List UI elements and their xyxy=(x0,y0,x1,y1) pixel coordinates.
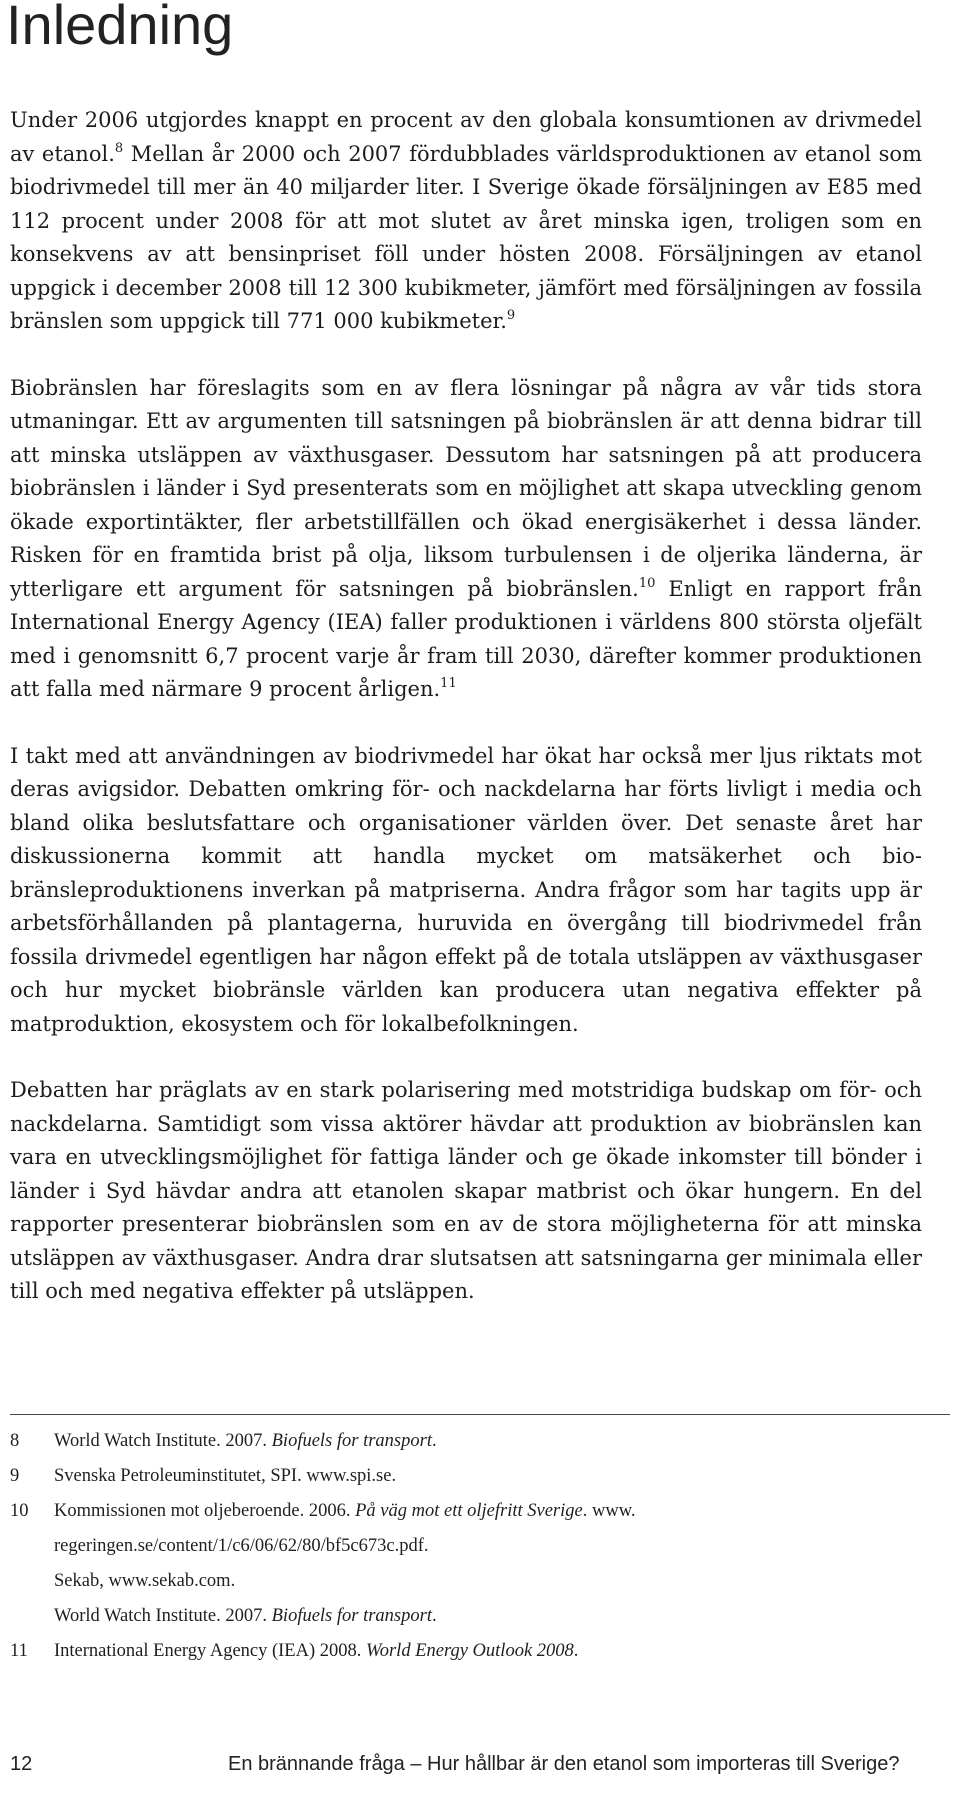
footnote-line xyxy=(54,1634,940,1669)
footnote-text xyxy=(54,1424,940,1459)
footnote-line xyxy=(54,1494,940,1529)
paragraph xyxy=(10,372,922,707)
text-run: . xyxy=(431,1606,437,1626)
footnote xyxy=(10,1634,940,1669)
page-heading: Inledning xyxy=(6,0,234,56)
footnote-ref: 8 xyxy=(114,140,124,156)
footnote-line xyxy=(54,1529,940,1564)
text-run: Debatten har präglats av en stark polarisering med motstridiga budskap om för- och nackdelarna. Samtidigt som vissa aktörer hävdar att produktion av biobränslen kan vara en utvecklingsmöjlighet för fattiga länder och ge ökade inkomster till bönder i länder i Syd hävdar andra att etanolen skapar matbrist och ökar hungern. En del rapporter presenterar biobränslen som en av de stora möjligheterna för att minska utsläppen av växthusgaser. Andra drar slutsatsen att satsningarna ger minimala eller till och med negativa effekter på utsläppen. xyxy=(10,1078,922,1303)
text-run: Sekab, www.sekab.com. xyxy=(54,1571,236,1591)
footnote-ref: 10 xyxy=(638,575,656,591)
text-run: Enligt en rapport från International Energy Agency (IEA) faller produktionen i världens 800 största oljefält med i genomsnitt 6,7 procent varje år fram till 2030, därefter kommer produktionen att falla med närmare 9 procent årligen. xyxy=(10,576,922,701)
page-number: 12 xyxy=(10,1753,33,1775)
footnote-line xyxy=(54,1459,940,1494)
text-run: . xyxy=(431,1431,437,1451)
text-run: Mellan år 2000 och 2007 fördubblades världsproduktionen av etanol som biodrivmedel till mer än 40 miljarder liter. I Sverige ökade försäljningen av E85 med 112 procent under 2008 för att mot slutet av året minska igen, troligen som en konsekvens av att bensinpriset föll under hösten 2008. Försäljningen av etanol uppgick i december 2008 till 12 300 kubikmeter, jämfört med försäljningen av fossila bränslen som uppgick till 771 000 kubikmeter. xyxy=(10,141,922,333)
footnote-line xyxy=(54,1424,940,1459)
italic-title: World Energy Outlook 2008 xyxy=(366,1641,574,1661)
footnote-line xyxy=(54,1564,940,1599)
text-run: Kommissionen mot oljeberoende. 2006. xyxy=(54,1501,356,1521)
footnote-number: 10 xyxy=(10,1501,29,1521)
footnote-text xyxy=(54,1634,940,1669)
paragraph xyxy=(10,740,922,1042)
footnote-text xyxy=(54,1459,940,1494)
italic-title: På väg mot ett oljefritt Sverige xyxy=(355,1501,583,1521)
footnote xyxy=(10,1424,940,1459)
publication-title: En brännande fråga – Hur hållbar är den etanol som importeras till Sverige? xyxy=(228,1753,900,1775)
footnotes xyxy=(10,1424,940,1669)
footnote xyxy=(10,1494,940,1634)
text-run: Under 2006 utgjordes knappt en procent av den globala konsumtionen av drivmedel av etanol. xyxy=(10,108,922,166)
footnote-number: 9 xyxy=(10,1466,20,1486)
text-run: I takt med att användningen av biodrivmedel har ökat har också mer ljus riktats mot deras avigsidor. Debatten omkring för- och nackdelarna har förts livligt i media och bland olika beslutsfattare och organisationer världen över. Det senaste året har diskussionerna kommit att handla mycket om matsäkerhet och biobränsleproduktionens inverkan på matpriserna. Andra frågor som har tagits upp är arbetsförhållanden på plantagerna, huruvida en övergång till biodrivmedel från fossila drivmedel egentligen har någon effekt på de totala utsläppen av växthusgaser och hur mycket biobränsle världen kan producera utan negativa effekter på matproduktion, ekosystem och för lokalbefolkningen. xyxy=(10,743,922,1036)
paragraph xyxy=(10,1074,922,1309)
body-text xyxy=(10,104,922,1342)
text-run: Biobränslen har föreslagits som en av flera lösningar på några av vår tids stora utmaningar. Ett av argumenten till satsningen på biobränslen är att denna bidrar till att minska utsläppen av växthusgaser. Dessutom har satsningen på att producera biobränslen i länder i Syd presenterats som en möjlighet att skapa utveckling genom ökade exportintäkter, fler arbetstillfällen och ökad energisäkerhet i dessa länder. Risken för en framtida brist på olja, liksom turbulensen i de oljerika länderna, är ytterligare ett argument för satsningen på biobränslen. xyxy=(10,375,922,601)
footnote-number: 11 xyxy=(10,1641,28,1661)
footnote xyxy=(10,1459,940,1494)
text-run: World Watch Institute. 2007. xyxy=(54,1606,272,1626)
text-run: . xyxy=(573,1641,579,1661)
footnote-text xyxy=(54,1494,940,1634)
footnote-line xyxy=(54,1599,940,1634)
text-run: regeringen.se/content/1/c6/06/62/80/bf5c673c.pdf. xyxy=(54,1536,429,1556)
footnote-number: 8 xyxy=(10,1431,20,1451)
italic-title: Biofuels for transport xyxy=(271,1431,432,1451)
text-run: . www. xyxy=(582,1501,636,1521)
footnote-ref: 9 xyxy=(506,308,516,323)
footnote-divider xyxy=(10,1414,950,1415)
footnote-ref: 11 xyxy=(440,676,457,691)
italic-title: Biofuels for transport xyxy=(271,1606,432,1626)
paragraph xyxy=(10,104,922,339)
text-run: Svenska Petroleuminstitutet, SPI. www.spi.se. xyxy=(54,1466,397,1486)
text-run: International Energy Agency (IEA) 2008. xyxy=(54,1641,367,1661)
text-run: World Watch Institute. 2007. xyxy=(54,1431,272,1451)
